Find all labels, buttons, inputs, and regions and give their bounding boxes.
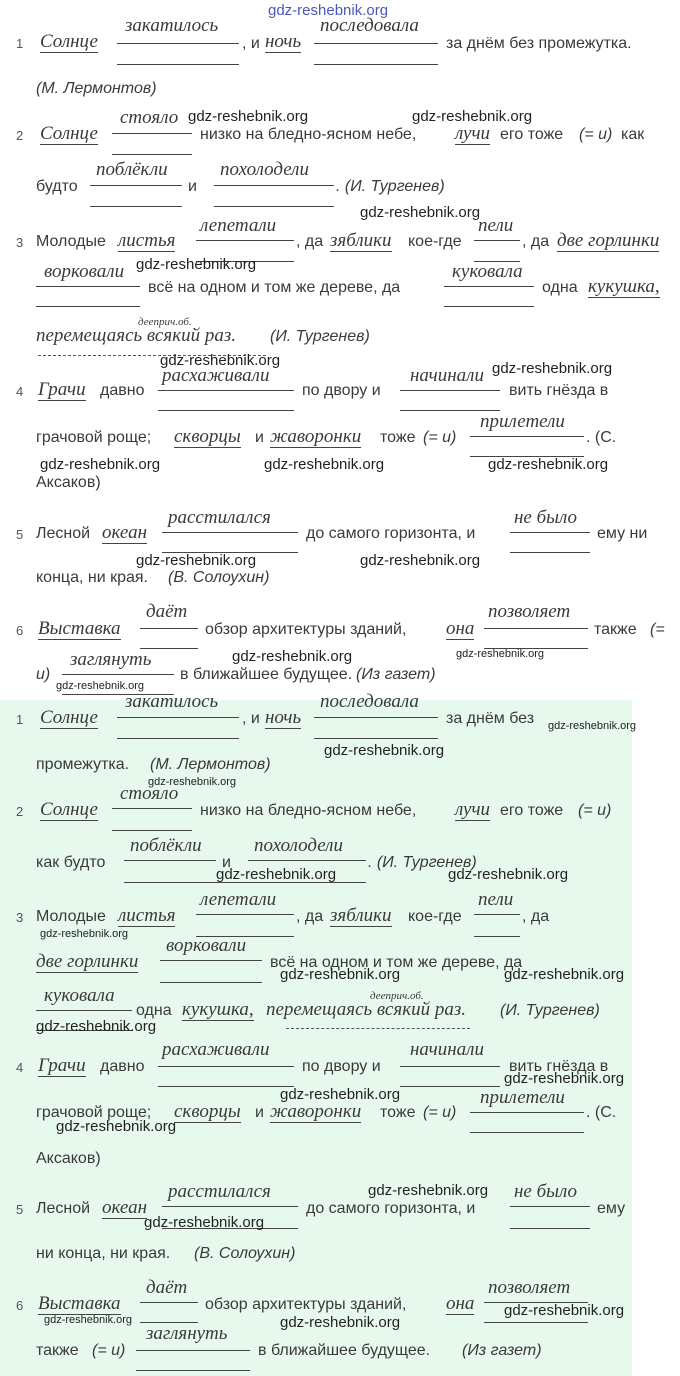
- text: в ближайшее будущее.: [258, 1342, 431, 1359]
- predicate: закатилось: [125, 15, 219, 36]
- text: его тоже: [500, 802, 564, 819]
- equals-note: (= и): [423, 429, 457, 446]
- watermark: gdz-reshebnik.org: [56, 680, 145, 692]
- watermark: gdz-reshebnik.org: [360, 552, 481, 569]
- text: давно: [100, 382, 145, 399]
- sentence-number: 1: [16, 36, 24, 51]
- predicate-line: [140, 628, 198, 629]
- text: за днём без промежутка.: [446, 35, 632, 52]
- watermark: gdz-reshebnik.org: [160, 352, 281, 369]
- predicate: куковала: [452, 261, 523, 282]
- predicate-line: [474, 936, 520, 937]
- predicate: начинали: [410, 1039, 484, 1060]
- predicate-line: [314, 64, 438, 65]
- text: по двору и: [302, 1058, 381, 1075]
- predicate: последовала: [320, 15, 419, 36]
- watermark: gdz-reshebnik.org: [44, 1314, 133, 1326]
- text: в ближайшее будущее.: [180, 666, 353, 683]
- predicate-line: [112, 830, 192, 831]
- watermark: gdz-reshebnik.org: [548, 720, 637, 732]
- predicate-line: [214, 206, 334, 207]
- text: Лесной: [36, 525, 91, 542]
- text: ему ни: [597, 525, 648, 542]
- predicate-line: [444, 306, 534, 307]
- predicate-line: [158, 410, 294, 411]
- text: тоже: [380, 429, 416, 446]
- watermark: gdz-reshebnik.org: [360, 204, 481, 221]
- text: . (С.: [586, 1104, 617, 1121]
- text: также: [594, 621, 637, 638]
- subject: Солнце: [40, 123, 98, 144]
- text: ни конца, ни края.: [36, 1245, 171, 1262]
- text: кое-где: [408, 908, 462, 925]
- author: (Из газет): [462, 1342, 542, 1359]
- author: . (И. Тургенев): [336, 178, 445, 195]
- predicate: пели: [478, 215, 514, 236]
- text: как: [621, 126, 645, 143]
- text: , и: [242, 710, 260, 727]
- text: , да: [296, 233, 324, 250]
- predicate-line: [62, 674, 174, 675]
- predicate: даёт: [146, 1277, 188, 1298]
- text: до самого горизонта, и: [306, 525, 476, 542]
- watermark: gdz-reshebnik.org: [188, 108, 309, 125]
- watermark: gdz-reshebnik.org: [368, 1182, 489, 1199]
- subject: лучи: [455, 799, 491, 820]
- predicate: расхаживали: [162, 365, 270, 386]
- subject: листья: [118, 905, 176, 926]
- predicate-line: [158, 390, 294, 391]
- text: и: [188, 178, 197, 195]
- sentence-number: 5: [16, 1202, 24, 1217]
- predicate-line: [470, 436, 584, 437]
- author: (И. Тургенев): [270, 328, 370, 345]
- predicate: не было: [514, 1181, 578, 1202]
- predicate-line: [136, 1350, 250, 1351]
- predicate-line: [484, 1322, 588, 1323]
- text: низко на бледно-ясном небе,: [200, 802, 417, 819]
- text: по двору и: [302, 382, 381, 399]
- predicate-line: [90, 185, 182, 186]
- watermark: gdz-reshebnik.org: [504, 966, 625, 983]
- predicate: заглянуть: [70, 649, 152, 670]
- predicate: расхаживали: [162, 1039, 270, 1060]
- author: . (И. Тургенев): [368, 854, 477, 871]
- predicate-line: [248, 860, 366, 861]
- predicate-line: [136, 1370, 250, 1371]
- predicate-line: [112, 808, 192, 809]
- watermark: gdz-reshebnik.org: [136, 256, 257, 273]
- text: обзор архитектуры зданий,: [205, 621, 407, 638]
- predicate-line: [510, 1206, 590, 1207]
- subject: ночь: [265, 31, 302, 52]
- predicate: заглянуть: [146, 1323, 228, 1344]
- text: будто: [36, 178, 78, 195]
- subject: океан: [102, 522, 148, 543]
- watermark: gdz-reshebnik.org: [144, 1214, 265, 1231]
- text: обзор архитектуры зданий,: [205, 1296, 407, 1313]
- author: (В. Солоухин): [194, 1245, 296, 1262]
- predicate: похолодели: [254, 835, 343, 856]
- predicate: последовала: [320, 691, 419, 712]
- predicate-line: [124, 860, 216, 861]
- predicate: позволяет: [488, 1277, 571, 1298]
- participle-underline: [286, 1028, 470, 1029]
- subject: листья: [118, 230, 176, 251]
- equals-note: (= и): [579, 126, 613, 143]
- predicate-line: [162, 1206, 298, 1207]
- sentence-number: 2: [16, 128, 24, 143]
- subject: две горлинки: [557, 230, 660, 251]
- text: также: [36, 1342, 79, 1359]
- subject: скворцы: [174, 1101, 241, 1122]
- predicate: расстилался: [168, 1181, 271, 1202]
- watermark: gdz-reshebnik.org: [280, 1086, 401, 1103]
- text: ему: [597, 1200, 626, 1217]
- predicate: не было: [514, 507, 578, 528]
- answer-section: [0, 691, 637, 1376]
- predicate-line: [160, 982, 262, 983]
- text: вить гнёзда в: [509, 382, 609, 399]
- text: и: [255, 429, 264, 446]
- text: всё на одном и том же дереве, да: [270, 954, 523, 971]
- text: , да: [522, 908, 550, 925]
- watermark: gdz-reshebnik.org: [40, 928, 129, 940]
- text: Молодые: [36, 908, 106, 925]
- subject: Солнце: [40, 799, 98, 820]
- subject: она: [446, 1293, 475, 1314]
- predicate-line: [140, 1302, 198, 1303]
- predicate: поблёкли: [96, 159, 168, 180]
- predicate: стояло: [120, 107, 179, 128]
- watermark: gdz-reshebnik.org: [36, 1018, 157, 1035]
- predicate-line: [474, 914, 520, 915]
- predicate-line: [162, 532, 298, 533]
- equals-note: (= и): [578, 802, 612, 819]
- text: одна: [542, 279, 578, 296]
- text: вить гнёзда в: [509, 1058, 609, 1075]
- predicate: лепетали: [200, 215, 277, 236]
- text: . (С.: [586, 429, 617, 446]
- predicate-line: [314, 43, 438, 44]
- subject: Выставка: [38, 1293, 121, 1314]
- watermark: gdz-reshebnik.org: [40, 456, 161, 473]
- predicate: прилетели: [480, 411, 565, 432]
- author: (В. Солоухин): [168, 569, 270, 586]
- predicate-line: [90, 206, 182, 207]
- sentence-number: 5: [16, 527, 24, 542]
- watermark: gdz-reshebnik.org: [268, 2, 389, 19]
- predicate: пели: [478, 889, 514, 910]
- watermark: gdz-reshebnik.org: [232, 648, 353, 665]
- predicate: поблёкли: [130, 835, 202, 856]
- watermark: gdz-reshebnik.org: [264, 456, 385, 473]
- subject: зяблики: [330, 230, 392, 251]
- equals-note: (= и): [92, 1342, 126, 1359]
- watermark: gdz-reshebnik.org: [56, 1118, 177, 1135]
- subject: скворцы: [174, 426, 241, 447]
- participle-phrase: перемещаясь всякий раз.: [266, 999, 466, 1020]
- predicate-line: [474, 240, 520, 241]
- subject: зяблики: [330, 905, 392, 926]
- predicate-line: [158, 1086, 294, 1087]
- subject: кукушка,: [588, 276, 660, 297]
- predicate-line: [117, 43, 239, 44]
- watermark: gdz-reshebnik.org: [280, 966, 401, 983]
- participle-note: дееприч.об.: [138, 316, 192, 328]
- watermark: gdz-reshebnik.org: [216, 866, 337, 883]
- author: (М. Лермонтов): [150, 756, 271, 773]
- text: конца, ни края.: [36, 569, 148, 586]
- watermark: gdz-reshebnik.org: [412, 108, 533, 125]
- text: промежутка.: [36, 756, 130, 773]
- subject: она: [446, 618, 475, 639]
- subject: ночь: [265, 707, 302, 728]
- subject: океан: [102, 1197, 148, 1218]
- text: его тоже: [500, 126, 564, 143]
- predicate: прилетели: [480, 1087, 565, 1108]
- predicate: ворковали: [166, 935, 247, 956]
- predicate-line: [112, 154, 192, 155]
- predicate-line: [36, 286, 140, 287]
- watermark: gdz-reshebnik.org: [324, 742, 445, 759]
- predicate: расстилался: [168, 507, 271, 528]
- author: (Из газет): [356, 666, 436, 683]
- predicate: лепетали: [200, 889, 277, 910]
- predicate-line: [112, 133, 192, 134]
- subject: Грачи: [38, 379, 86, 400]
- text: за днём без: [446, 710, 535, 727]
- watermark: gdz-reshebnik.org: [148, 776, 237, 788]
- predicate-line: [470, 1132, 584, 1133]
- author: (М. Лермонтов): [36, 80, 157, 97]
- predicate: позволяет: [488, 601, 571, 622]
- predicate-line: [214, 185, 334, 186]
- subject: Солнце: [40, 31, 98, 52]
- text: , и: [242, 35, 260, 52]
- predicate-line: [196, 914, 294, 915]
- watermark: gdz-reshebnik.org: [504, 1070, 625, 1087]
- watermark: gdz-reshebnik.org: [456, 648, 545, 660]
- text: низко на бледно-ясном небе,: [200, 126, 417, 143]
- predicate-line: [117, 738, 239, 739]
- sentence-number: 3: [16, 235, 24, 250]
- subject: жаворонки: [270, 426, 362, 447]
- predicate: похолодели: [220, 159, 309, 180]
- text: Молодые: [36, 233, 106, 250]
- subject: кукушка,: [182, 999, 254, 1020]
- predicate-line: [444, 286, 534, 287]
- sentence-number: 6: [16, 623, 24, 638]
- participle-phrase: перемещаясь всякий раз.: [36, 325, 236, 346]
- predicate-line: [510, 1228, 590, 1229]
- text: всё на одном и том же дереве, да: [148, 279, 401, 296]
- subject: Выставка: [38, 618, 121, 639]
- predicate-line: [117, 64, 239, 65]
- watermark: gdz-reshebnik.org: [488, 456, 609, 473]
- sentence-number: 4: [16, 384, 24, 399]
- predicate-line: [400, 1066, 500, 1067]
- text: , да: [296, 908, 324, 925]
- predicate-line: [158, 1066, 294, 1067]
- text: до самого горизонта, и: [306, 1200, 476, 1217]
- text: , да: [522, 233, 550, 250]
- watermark: gdz-reshebnik.org: [136, 552, 257, 569]
- equals-note: (=: [650, 621, 665, 638]
- text: Аксаков): [36, 1150, 101, 1167]
- watermark: gdz-reshebnik.org: [492, 360, 613, 377]
- text: Лесной: [36, 1200, 91, 1217]
- text: и: [222, 854, 231, 871]
- text: Аксаков): [36, 474, 101, 491]
- subject: лучи: [455, 123, 491, 144]
- predicate: ворковали: [44, 261, 125, 282]
- predicate-line: [510, 552, 590, 553]
- sentence-number: 1: [16, 712, 24, 727]
- predicate-line: [470, 1112, 584, 1113]
- predicate-line: [400, 390, 500, 391]
- subject: две горлинки: [36, 951, 139, 972]
- text: тоже: [380, 1104, 416, 1121]
- predicate-line: [124, 882, 216, 883]
- subject: жаворонки: [270, 1101, 362, 1122]
- predicate-line: [510, 532, 590, 533]
- text: кое-где: [408, 233, 462, 250]
- watermark: gdz-reshebnik.org: [280, 1314, 401, 1331]
- predicate: начинали: [410, 365, 484, 386]
- text: грачовой роще;: [36, 429, 152, 446]
- watermark: gdz-reshebnik.org: [504, 1302, 625, 1319]
- predicate: куковала: [44, 985, 115, 1006]
- predicate: закатилось: [125, 691, 219, 712]
- predicate-line: [314, 717, 438, 718]
- watermark: gdz-reshebnik.org: [448, 866, 569, 883]
- sentence-number: 3: [16, 910, 24, 925]
- predicate-line: [196, 240, 294, 241]
- text: грачовой роще;: [36, 1104, 152, 1121]
- predicate: даёт: [146, 601, 188, 622]
- text: давно: [100, 1058, 145, 1075]
- predicate: стояло: [120, 783, 179, 804]
- text: и: [255, 1104, 264, 1121]
- sentence-number: 6: [16, 1298, 24, 1313]
- predicate-line: [314, 738, 438, 739]
- subject: Солнце: [40, 707, 98, 728]
- sentence-number: 2: [16, 804, 24, 819]
- author: (И. Тургенев): [500, 1002, 600, 1019]
- predicate-line: [36, 306, 140, 307]
- sentence-number: 4: [16, 1060, 24, 1075]
- predicate-line: [117, 717, 239, 718]
- participle-note: дееприч.об.: [370, 990, 424, 1002]
- predicate-line: [484, 628, 588, 629]
- text: одна: [136, 1002, 172, 1019]
- subject: Грачи: [38, 1055, 86, 1076]
- equals-note: (= и): [423, 1104, 457, 1121]
- predicate-line: [36, 1010, 132, 1011]
- predicate-line: [160, 960, 262, 961]
- text: как будто: [36, 854, 106, 871]
- equals-note: и): [36, 666, 51, 683]
